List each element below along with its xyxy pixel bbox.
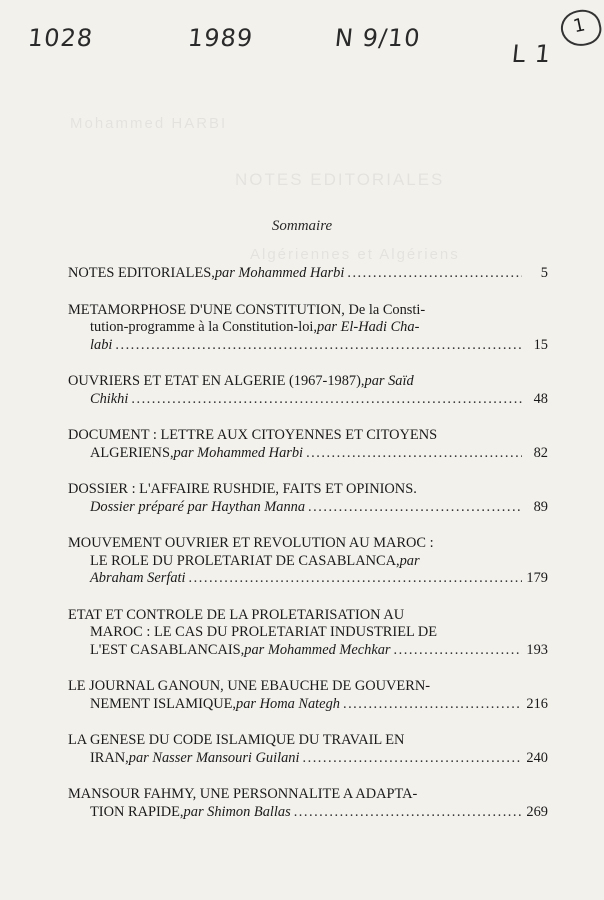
leader-dots — [394, 642, 522, 660]
toc-author: Chikhi — [90, 390, 129, 407]
toc-entry-1[interactable]: NOTES EDITORIALES, par Mohammed Harbi ..... 5 — [68, 265, 548, 283]
toc-author: par Homa Nategh — [236, 695, 340, 712]
handwritten-number-1028: 1028 — [26, 24, 95, 52]
handwritten-year: 1989 — [186, 24, 255, 52]
toc-page-number: 5 — [540, 265, 548, 281]
leader-dots — [294, 804, 522, 822]
toc-entry-3[interactable]: OUVRIERS ET ETAT EN ALGERIE (1967-1987), par Saïd Chikhi ..... 48 — [68, 373, 548, 408]
toc-page-number: 269 — [526, 803, 548, 820]
toc-author: labi — [90, 336, 113, 353]
leader-dots — [131, 391, 522, 409]
toc-entry-4[interactable]: DOCUMENT : LETTRE AUX CITOYENNES ET CITOYENS ALGERIENS, par Mohammed Harbi ..... 82 — [68, 427, 548, 462]
leader-dots — [343, 696, 522, 714]
leader-dots — [115, 337, 522, 355]
leader-dots — [306, 445, 522, 463]
toc-title: DOCUMENT : LETTRE AUX CITOYENNES ET CITOYENS — [68, 427, 438, 443]
toc-page-number: 179 — [526, 570, 548, 586]
toc-page-number: 15 — [533, 336, 548, 353]
toc-page-number: 240 — [526, 749, 548, 766]
circled-mark: 1 — [558, 6, 604, 50]
toc-page-number: 89 — [533, 498, 548, 515]
toc-author: Abraham Serfati — [90, 570, 186, 586]
toc-title: MANSOUR FAHMY, UNE PERSONNALITE A ADAPTA- — [68, 786, 418, 802]
toc-entry-7[interactable]: ETAT ET CONTROLE DE LA PROLETARISATION AU MAROC : LE CAS DU PROLETARIAT INDUSTRIEL DE L'EST CASABLANCAIS, par Mohammed Mechkar ..... 193 — [68, 607, 548, 660]
leader-dots — [308, 499, 522, 517]
toc-title: MOUVEMENT OUVRIER ET REVOLUTION AU MAROC : — [68, 535, 434, 551]
toc-title: DOSSIER : L'AFFAIRE RUSHDIE, FAITS ET OPINIONS. — [68, 481, 417, 497]
page-title: Sommaire — [271, 218, 333, 234]
toc-author: par Nasser Mansouri Guilani — [128, 749, 300, 766]
toc-title: LE JOURNAL GANOUN, UNE EBAUCHE DE GOUVERN- — [68, 678, 430, 694]
toc-author: Dossier préparé par Haythan Manna — [90, 498, 306, 515]
showthrough-subheading: Algériennes et Algériens — [250, 246, 460, 263]
showthrough-heading: NOTES EDITORIALES — [235, 170, 445, 189]
table-of-contents — [68, 265, 548, 840]
toc-title: OUVRIERS ET ETAT EN ALGERIE (1967-1987), — [68, 373, 365, 389]
toc-author: par Mohammed Mechkar — [244, 641, 391, 658]
toc-author: par Mohammed Harbi — [214, 265, 345, 281]
toc-page-number: 48 — [533, 390, 548, 407]
toc-title: LA GENESE DU CODE ISLAMIQUE DU TRAVAIL EN — [68, 732, 405, 748]
leader-dots — [189, 570, 522, 588]
leader-dots — [303, 750, 523, 768]
toc-entry-8[interactable]: LE JOURNAL GANOUN, UNE EBAUCHE DE GOUVERN- NEMENT ISLAMIQUE, par Homa Nategh ..... 216 — [68, 678, 548, 713]
toc-author: par Mohammed Harbi — [173, 444, 304, 461]
toc-entry-5[interactable] — [68, 481, 548, 516]
handwritten-l1: L 1 — [510, 40, 553, 68]
toc-title: METAMORPHOSE D'UNE CONSTITUTION, De la Consti- — [68, 301, 426, 318]
toc-title: ETAT ET CONTROLE DE LA PROLETARISATION AU — [68, 606, 405, 623]
toc-entry-10[interactable]: MANSOUR FAHMY, UNE PERSONNALITE A ADAPTA- TION RAPIDE, par Shimon Ballas ..... 269 — [68, 786, 548, 821]
toc-page-number: 82 — [533, 444, 548, 461]
toc-page-number: 193 — [526, 641, 548, 658]
showthrough-author: Mohammed HARBI — [70, 115, 228, 132]
toc-author: par Shimon Ballas — [183, 803, 291, 820]
toc-entry-6[interactable]: MOUVEMENT OUVRIER ET REVOLUTION AU MAROC : LE ROLE DU PROLETARIAT DE CASABLANCA, par Abraham Serfati ..... 179 — [68, 535, 548, 588]
handwritten-issue: N 9/10 — [333, 24, 422, 52]
toc-page-number: 216 — [526, 695, 548, 712]
toc-entry-2[interactable]: METAMORPHOSE D'UNE CONSTITUTION, De la Consti- tution-programme à la Constitution-loi, par El-Hadi Cha- labi ..... 15 — [68, 302, 548, 355]
leader-dots — [347, 265, 522, 283]
toc-entry-9[interactable]: LA GENESE DU CODE ISLAMIQUE DU TRAVAIL EN IRAN, par Nasser Mansouri Guilani ..... 240 — [68, 732, 548, 767]
